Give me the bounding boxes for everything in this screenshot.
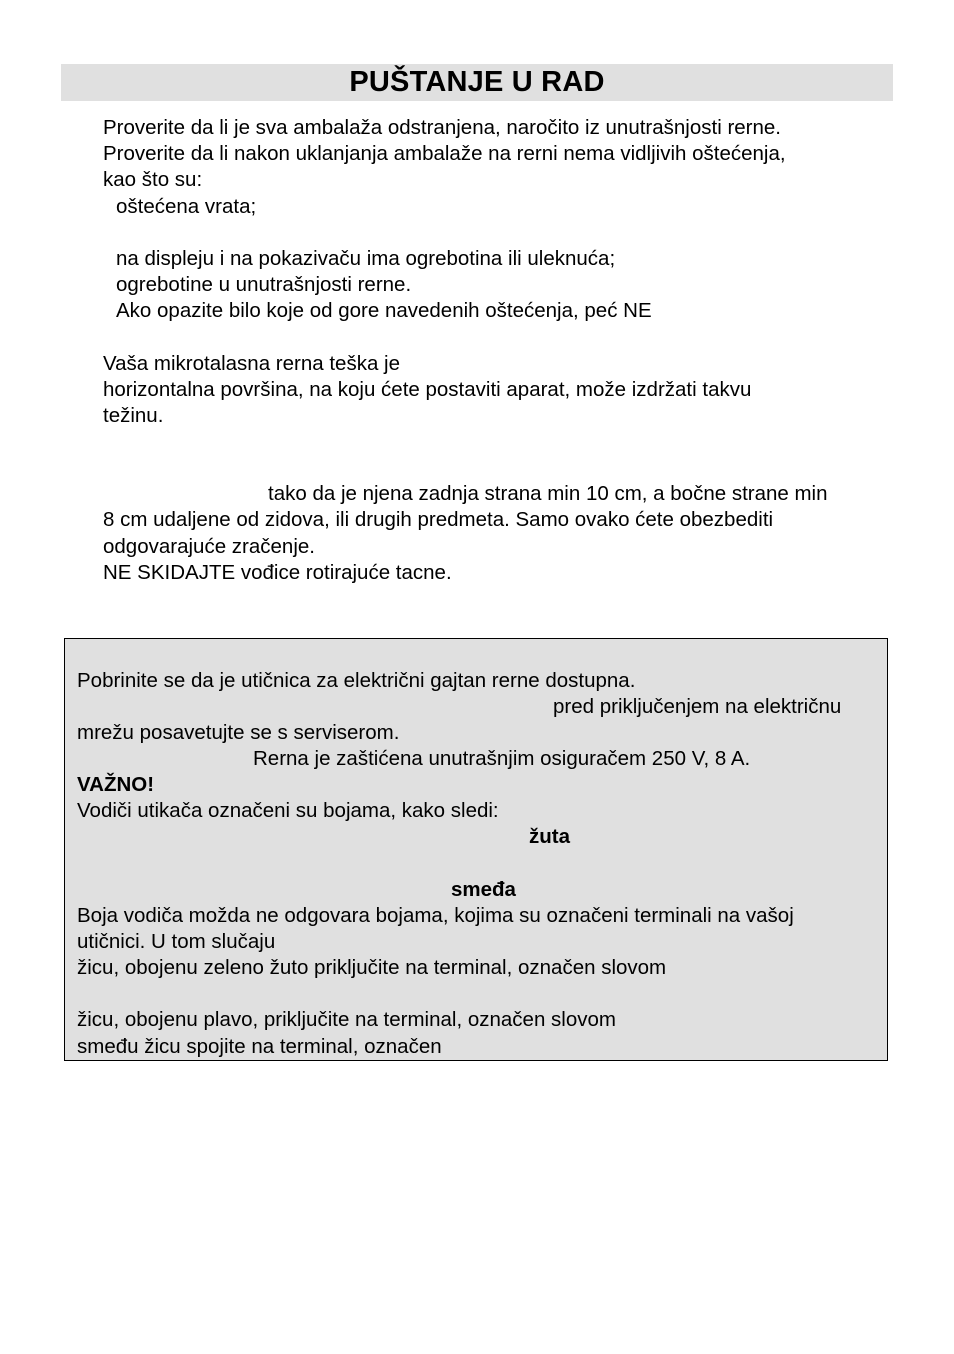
text-line: žicu, obojenu plavo, priključite na terminal, označen slovom (77, 1008, 616, 1031)
list-item: na displeju i na pokazivaču ima ogrebotina ili uleknuća; (116, 247, 616, 270)
text-line: Proverite da li je sva ambalaža odstranjena, naročito iz unutrašnjosti rerne. (103, 116, 781, 139)
wire-color-label: smeđa (451, 878, 516, 901)
text-line: Ako opazite bilo koje od gore navedenih oštećenja, peć NE (116, 299, 652, 322)
text-line: 8 cm udaljene od zidova, ili drugih predmeta. Samo ovako ćete obezbediti (103, 508, 774, 531)
text-line: utičnici. U tom slučaju (77, 930, 276, 953)
text-line: pred priključenjem na električnu (553, 695, 842, 718)
text-line: Boja vodiča možda ne odgovara bojama, kojima su označeni terminali na vašoj (77, 904, 794, 927)
text-line: Vaša mikrotalasna rerna teška je (103, 352, 401, 375)
text-line: horizontalna površina, na koju ćete postaviti aparat, može izdržati takvu (103, 378, 752, 401)
text-line: mrežu posavetujte se s serviserom. (77, 721, 400, 744)
text-line: odgovarajuće zračenje. (103, 535, 315, 558)
section-title-bar (61, 64, 893, 101)
important-heading: VAŽNO! (77, 773, 155, 796)
text-line: NE SKIDAJTE vođice rotirajuće tacne. (103, 561, 452, 584)
text-line: kao što su: (103, 168, 203, 191)
wire-color-label: žuta (529, 825, 570, 848)
text-line: Proverite da li nakon uklanjanja ambalaže na rerni nema vidljivih oštećenja, (103, 142, 786, 165)
text-line: smeđu žicu spojite na terminal, označen (77, 1035, 442, 1058)
text-line: žicu, obojenu zeleno žuto priključite na terminal, označen slovom (77, 956, 667, 979)
text-line: težinu. (103, 404, 164, 427)
page-title: PUŠTANJE U RAD (349, 66, 605, 98)
list-item: ogrebotine u unutrašnjosti rerne. (116, 273, 412, 296)
text-line: tako da je njena zadnja strana min 10 cm, a bočne strane min (268, 482, 828, 505)
text-line: Vodiči utikača označeni su bojama, kako sledi: (77, 799, 499, 822)
text-line: Pobrinite se da je utičnica za električni gajtan rerne dostupna. (77, 669, 636, 692)
list-item: oštećena vrata; (116, 195, 257, 218)
text-line: Rerna je zaštićena unutrašnjim osiguračem 250 V, 8 A. (253, 747, 751, 770)
